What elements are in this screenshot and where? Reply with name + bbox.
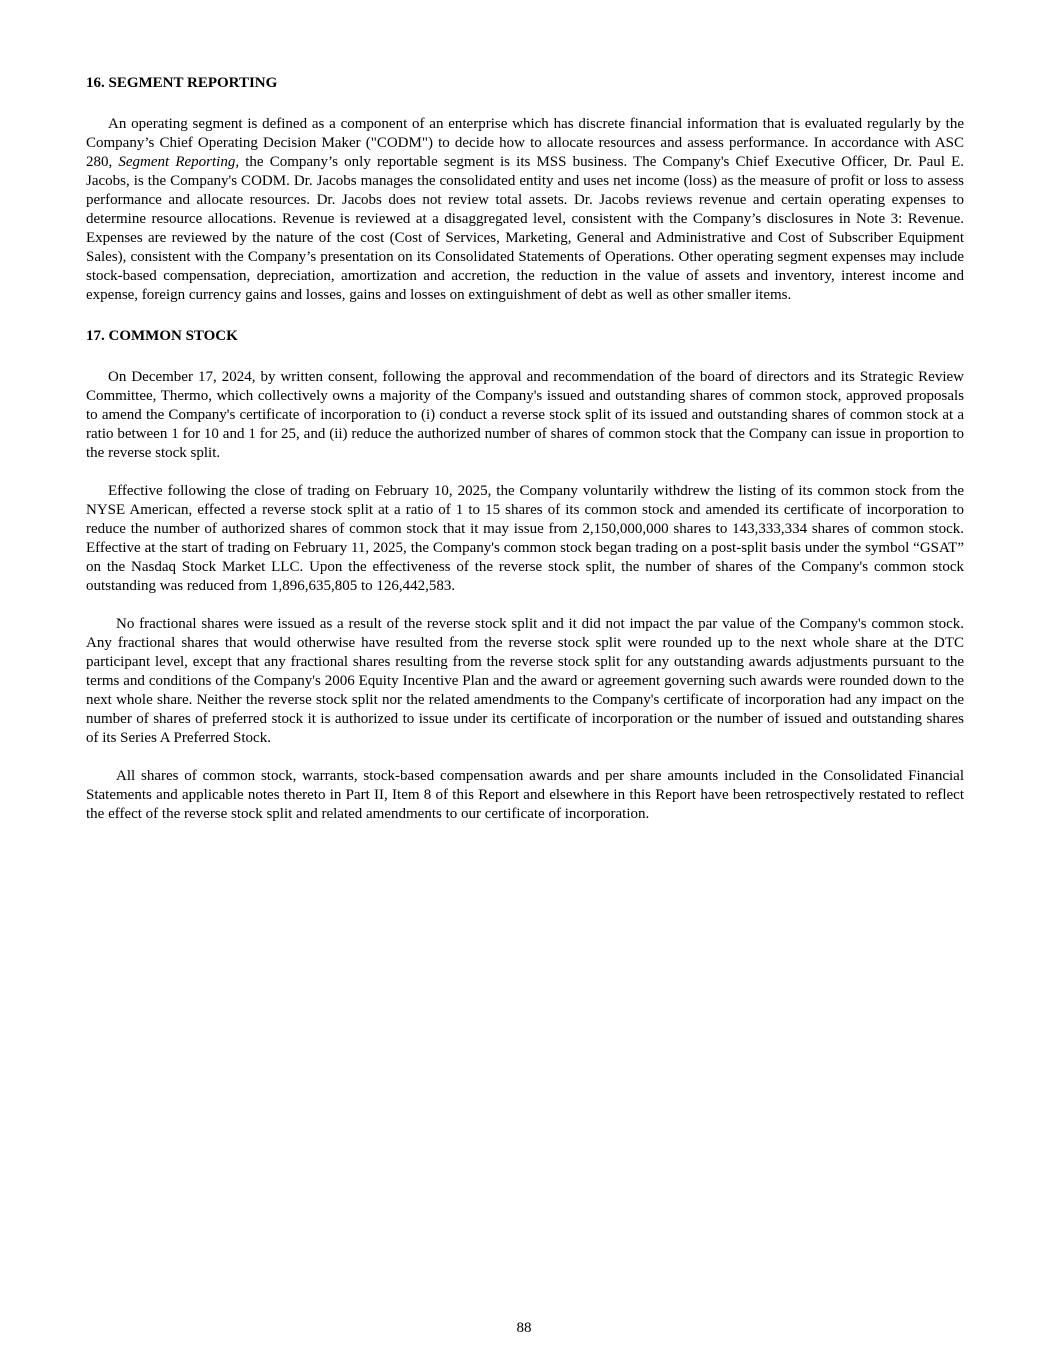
paragraph-text-before: An operating segment is defined as a component of an enterprise which has discrete financial information that is evaluated regularly by the Company’s Chief Operating Decision Maker ("CODM") to decide how to allocate resources and assess performance. In accordance with ASC 280, bbox=[86, 116, 964, 170]
paragraph-text-after: , the Company’s only reportable segment is its MSS business. The Company's Chief Executive Officer, Dr. Paul E. Jacobs, is the Company's CODM. Dr. Jacobs manages the consolidated entity and uses net income (loss) as the measure of profit or loss to assess performance and allocate resources. Dr. Jacobs does not review total assets. Dr. Jacobs reviews revenue and certain operating expenses to determine resource allocations. Revenue is reviewed at a disaggregated level, consistent with the Company’s disclosures in Note 3: Revenue. Expenses are reviewed by the nature of the cost (Cost of Services, Marketing, General and Administrative and Cost of Subscriber Equipment Sales), consistent with the Company’s presentation on its Consolidated Statements of Operations. Other operating segment expenses may include stock-based compensation, depreciation, amortization and accretion, the reduction in the value of assets and inventory, interest income and expense, foreign currency gains and losses, gains and losses on extinguishment of debt as well as other smaller items. bbox=[86, 154, 965, 303]
paragraph-common-stock-reverse-split: Effective following the close of trading on February 10, 2025, the Company voluntarily withdrew the listing of its common stock from the NYSE American, effected a reverse stock split at a ratio of 1 to 15 shares of its common stock and amended its certificate of incorporation to reduce the number of authorized shares of common stock that it may issue from 2,150,000,000 shares to 143,333,334 shares of common stock. Effective at the start of trading on February 11, 2025, the Company's common stock began trading on a post-split basis under the symbol “GSAT” on the Nasdaq Stock Market LLC. Upon the effectiveness of the reverse stock split, the number of shares of the Company's common stock outstanding was reduced from 1,896,635,805 to 126,442,583. bbox=[86, 483, 964, 594]
paragraph-common-stock-consent: On December 17, 2024, by written consent, following the approval and recommendation of the board of directors and its Strategic Review Committee, Thermo, which collectively owns a majority of the Company's issued and outstanding shares of common stock, approved proposals to amend the Company's certificate of incorporation to (i) conduct a reverse stock split of its issued and outstanding shares of common stock at a ratio between 1 for 10 and 1 for 25, and (ii) reduce the authorized number of shares of common stock that the Company can issue in proportion to the reverse stock split. bbox=[86, 369, 964, 461]
section-heading-segment-reporting: 16. SEGMENT REPORTING bbox=[86, 75, 278, 91]
document-page bbox=[86, 74, 964, 843]
page-number: 88 bbox=[516, 1320, 532, 1336]
paragraph-text-italic: Segment Reporting bbox=[118, 154, 236, 170]
section-heading-common-stock: 17. COMMON STOCK bbox=[86, 328, 238, 344]
paragraph-segment-reporting bbox=[86, 115, 964, 305]
paragraph-common-stock-restatement: All shares of common stock, warrants, stock-based compensation awards and per share amounts included in the Consolidated Financial Statements and applicable notes thereto in Part II, Item 8 of this Report and elsewhere in this Report have been retrospectively restated to reflect the effect of the reverse stock split and related amendments to our certificate of incorporation. bbox=[86, 768, 964, 822]
paragraph-common-stock-fractional-shares: No fractional shares were issued as a result of the reverse stock split and it did not impact the par value of the Company's common stock. Any fractional shares that would otherwise have resulted from the reverse stock split were rounded up to the next whole share at the DTC participant level, except that any fractional shares resulting from the reverse stock split for any outstanding awards adjustments pursuant to the terms and conditions of the Company's 2006 Equity Incentive Plan and the award or agreement governing such awards were rounded down to the next whole share. Neither the reverse stock split nor the related amendments to the Company's certificate of incorporation had any impact on the number of shares of preferred stock it is authorized to issue under its certificate of incorporation or the number of issued and outstanding shares of its Series A Preferred Stock. bbox=[86, 616, 964, 746]
